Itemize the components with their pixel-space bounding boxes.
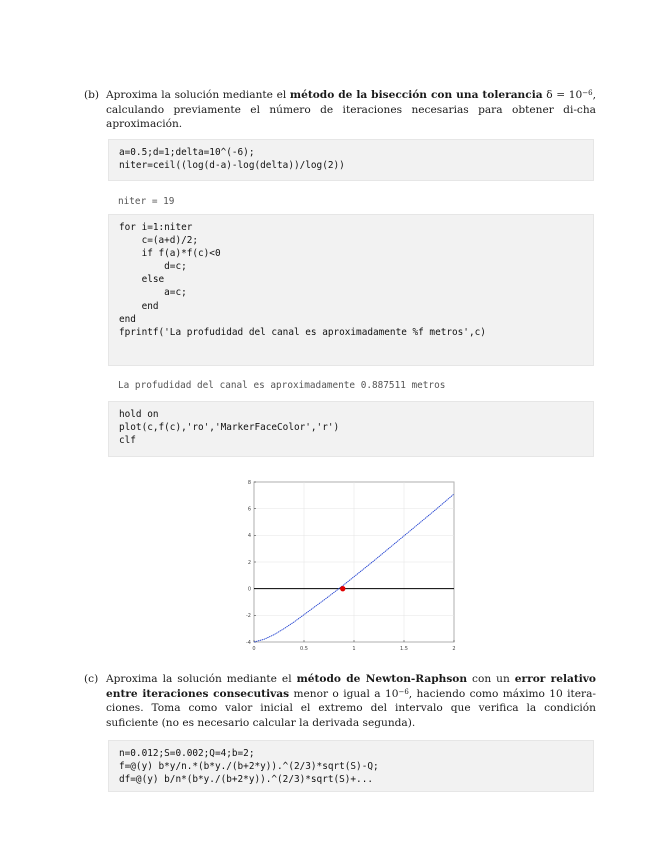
section-b-pre: Aproxima la solución mediante el <box>106 89 290 101</box>
code-line: df=@(y) b/n*(b*y./(b+2*y)).^(2/3)*sqrt(S)+... <box>119 774 373 786</box>
code-line: for i=1:niter <box>119 222 193 233</box>
section-b <box>84 88 596 132</box>
y-tick-label: 2 <box>247 559 251 566</box>
section-b-rest: , calculando previamente el número de iteraciones necesarias para obtener di-cha aproximación. <box>106 89 596 130</box>
section-c <box>84 672 596 730</box>
code-block-2 <box>108 214 594 366</box>
section-c-mid2: menor o igual a 10 <box>289 687 399 700</box>
code-line: n=0.012;S=0.002;Q=4;b=2; <box>119 748 255 759</box>
x-tick-label: 1.5 <box>400 646 408 652</box>
bisection-plot <box>230 476 466 654</box>
section-c-exp: −6 <box>398 687 409 696</box>
output-profundidad: La profudidad del canal es aproximadamente 0.887511 metros <box>118 380 446 391</box>
section-b-bold: método de la bisección con una tolerancia <box>289 89 543 101</box>
x-tick-label: 1 <box>352 646 356 652</box>
y-tick-label: 6 <box>247 506 251 513</box>
code-line: clf <box>119 435 136 447</box>
section-b-delta-exp: −6 <box>582 89 593 97</box>
code-line: niter=ceil((log(d-a)-log(delta))/log(2)) <box>119 160 345 172</box>
code-line: plot(c,f(c),'ro','MarkerFaceColor','r') <box>119 422 340 434</box>
x-tick-label: 0 <box>252 646 256 652</box>
y-tick-label: -4 <box>246 639 251 646</box>
code-line: fprintf('La profudidad del canal es aproximadamente %f metros',c) <box>119 326 486 338</box>
section-b-label: (b) <box>84 89 100 101</box>
code-line: if f(a)*f(c)<0 <box>119 248 221 260</box>
code-line: d=c; <box>119 261 187 273</box>
code-line: c=(a+d)/2; <box>119 235 199 247</box>
section-c-text <box>106 672 596 730</box>
code-line: a=0.5;d=1;delta=10^(-6); <box>119 147 255 158</box>
section-c-label: (c) <box>84 673 99 685</box>
output-niter: niter = 19 <box>118 196 175 207</box>
x-tick-label: 0.5 <box>300 646 308 652</box>
root-marker <box>341 586 345 590</box>
y-tick-label: 0 <box>247 586 251 593</box>
section-c-mid1: con un <box>467 673 515 685</box>
code-line: end <box>119 313 136 325</box>
code-line: end <box>119 300 159 312</box>
section-c-bold2: error relativo entre iteraciones consecutivas <box>106 673 596 700</box>
section-c-pre: Aproxima la solución mediante el <box>106 673 297 685</box>
code-line: f=@(y) b*y/n.*(b*y./(b+2*y)).^(2/3)*sqrt(S)-Q; <box>119 761 379 773</box>
section-b-delta: δ = 10 <box>546 89 583 101</box>
code-block-4 <box>108 740 594 792</box>
code-line: a=c; <box>119 287 187 299</box>
code-block-1 <box>108 139 594 181</box>
code-block-3 <box>108 401 594 457</box>
x-tick-label: 2 <box>452 646 456 652</box>
code-line: hold on <box>119 409 159 420</box>
y-tick-label: 4 <box>247 533 251 540</box>
y-tick-label: 8 <box>247 479 251 486</box>
section-c-rest: , haciendo como máximo 10 itera-ciones. Toma como valor inicial el extremo del intervalo que verifica la condición suficiente (no es necesario calcular la derivada segunda). <box>106 687 596 729</box>
section-b-text <box>106 88 596 132</box>
section-c-bold1: método de Newton-Raphson <box>296 673 468 685</box>
code-line: else <box>119 274 165 286</box>
y-tick-label: -2 <box>246 613 251 620</box>
